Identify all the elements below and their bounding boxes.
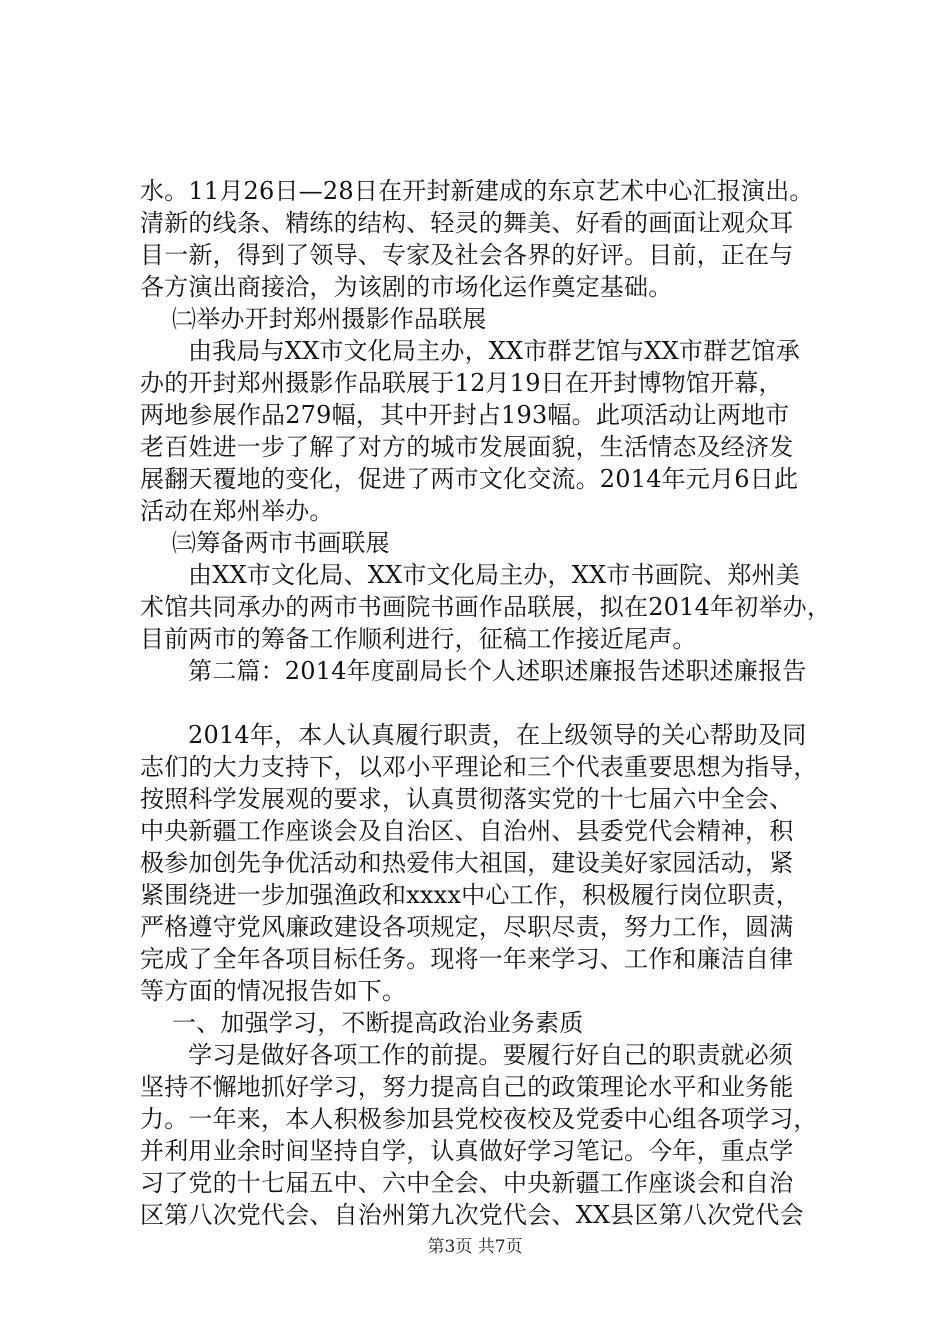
- text-line: 由我局与XX市文化局主办，XX市群艺馆与XX市群艺馆承: [188, 337, 800, 365]
- text-line: 区第八次党代会、自治州第九次党代会、XX县区第八次党代会: [140, 1201, 804, 1229]
- text-line: 两地参展作品279幅，其中开封占193幅。此项活动让两地市: [140, 401, 790, 429]
- text-line: 志们的大力支持下，以邓小平理论和三个代表重要思想为指导，: [140, 753, 818, 781]
- page-number: 第3页 共7页: [427, 1237, 523, 1257]
- text-line: 目一新，得到了领导、专家及社会各界的好评。目前，正在与: [140, 241, 794, 269]
- text-line: 目前两市的筹备工作顺利进行，征稿工作接近尾声。: [140, 625, 697, 653]
- text-line: 术馆共同承办的两市书画院书画作品联展，拟在2014年初举办，: [140, 593, 832, 621]
- text-line: 水。11月26日—28日在开封新建成的东京艺术中心汇报演出。: [140, 177, 814, 205]
- text-line: 各方演出商接洽，为该剧的市场化运作奠定基础。: [140, 273, 673, 301]
- text-line: 严格遵守党风廉政建设各项规定，尽职尽责，努力工作，圆满: [140, 913, 794, 941]
- section-heading: ㈡举办开封郑州摄影作品联展: [172, 305, 487, 333]
- section-heading: ㈢筹备两市书画联展: [172, 529, 390, 557]
- text-line: 中央新疆工作座谈会及自治区、自治州、县委党代会精神，积: [140, 817, 794, 845]
- text-line: 展翻天覆地的变化，促进了两市文化交流。2014年元月6日此: [140, 465, 799, 493]
- text-line: 清新的线条、精练的结构、轻灵的舞美、好看的画面让观众耳: [140, 209, 794, 237]
- text-line: 按照科学发展观的要求，认真贯彻落实党的十七届六中全会、: [140, 785, 794, 813]
- text-line: 学习是做好各项工作的前提。要履行好自己的职责就必须: [188, 1041, 793, 1069]
- text-line: 由XX市文化局、XX市文化局主办，XX市书画院、郑州美: [188, 561, 800, 589]
- section-heading: 一、加强学习，不断提高政治业务素质: [172, 1009, 584, 1037]
- text-line: 习了党的十七届五中、六中全会、中央新疆工作座谈会和自治: [140, 1169, 794, 1197]
- text-line: 力。一年来，本人积极参加县党校夜校及党委中心组各项学习，: [140, 1105, 818, 1133]
- text-line: 办的开封郑州摄影作品联展于12月19日在开封博物馆开幕，: [140, 369, 783, 397]
- text-line: 紧围绕进一步加强渔政和xxxx中心工作，积极履行岗位职责，: [140, 881, 800, 909]
- text-line: 极参加创先争优活动和热爱伟大祖国，建设美好家园活动，紧: [140, 849, 794, 877]
- text-line: 等方面的情况报告如下。: [140, 977, 407, 1005]
- text-line: 完成了全年各项目标任务。现将一年来学习、工作和廉洁自律: [140, 945, 794, 973]
- text-line: 并利用业余时间坚持自学，认真做好学习笔记。今年，重点学: [140, 1137, 794, 1165]
- text-line: 活动在郑州举办。: [140, 497, 334, 525]
- article-title: 第二篇：2014年度副局长个人述职述廉报告述职述廉报告: [188, 657, 807, 685]
- text-line: 2014年，本人认真履行职责，在上级领导的关心帮助及同: [188, 721, 807, 749]
- text-line: 老百姓进一步了解了对方的城市发展面貌，生活情态及经济发: [140, 433, 794, 461]
- text-line: 坚持不懈地抓好学习，努力提高自己的政策理论水平和业务能: [140, 1073, 794, 1101]
